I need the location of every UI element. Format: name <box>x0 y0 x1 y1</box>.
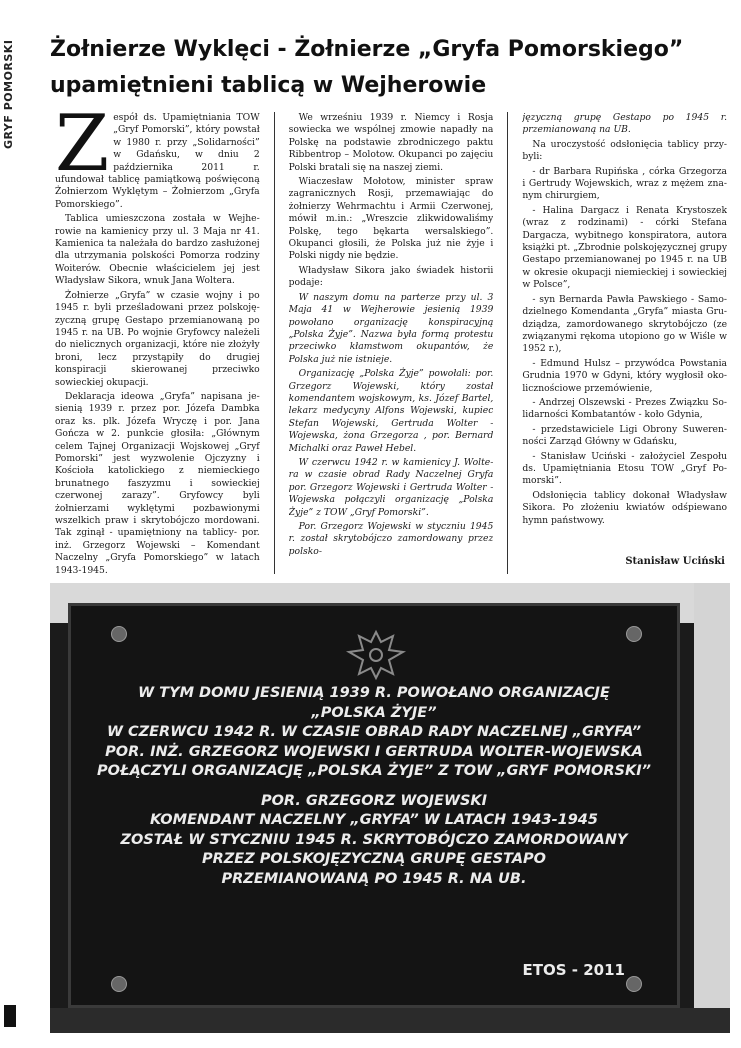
plaque-inscription <box>71 684 677 889</box>
paragraph: - przedstawiciele Ligi Obrony Suwerenności Zarząd Główny w Gdańsku, <box>522 423 728 448</box>
paragraph: - syn Bernarda Pawła Pawskiego - Samodzielnego Komendanta „Gryfa” miasta Grudziądza, zamordowanego skrytobójczo (ze związanymi rękoma utopiono go w Wiśle w 1952 r.), <box>522 293 728 355</box>
paragraph: Deklaracja ideowa „Gryfa” napisana jesienią 1939 r. przez por. Józefa Dambka oraz ks. plk. Józefa Wryczę i por. Jana Gończa w 2. punkcie głosiła: „Głównym celem Tajnej Organizacji Wojskowej „Gryf Pomorski” jest wyzwolenie Ojczyzny i Kościoła katolickiego z niemieckiego brunatnego faszyzmu i sowieckiej czerwonej zarazy”. Gryfowcy byli żołnierzami wyklętymi pozbawionymi wszelkich praw i skrytobójczo mordowani. Tak zginął - upamiętniony na tablicy- por. inż. Grzegorz Wojewski – Komendant Naczelny „Gryfa Pomorskiego” w latach 1943-1945. <box>55 390 260 574</box>
paragraph: Odsłonięcia tablicy dokonał Władysław Sikora. Po złożeniu kwiatów odśpiewano hymn państwowy. <box>522 489 728 526</box>
column-divider <box>507 112 508 574</box>
screw-icon <box>626 976 642 992</box>
article-title: Żołnierze Wyklęci - Żołnierze „Gryfa Pomorskiego” upamiętnieni tablicą w Wejherowie <box>50 37 684 98</box>
paragraph: - Edmund Hulsz – przywódca Powstania Grudnia 1970 w Gdyni, który wygłosił okolicznościowe przemówienie, <box>522 357 728 394</box>
plaque-line: „POLSKA ŻYJE” <box>311 704 437 721</box>
screw-icon <box>626 626 642 642</box>
paragraph: Żołnierze „Gryfa” w czasie wojny i po 1945 r. byli prześladowani przez polskojęzyczną grupę Gestapo przemianowaną po 1945 r. na UB. Po wojnie Gryfowcy należeli do nielicznych organizacji, które nie złożyły broni, lecz przystąpiły do drugiej konspiracji skierowanej przeciwko sowieckiej okupacji. <box>55 289 260 388</box>
paragraph: We wrześniu 1939 r. Niemcy i Rosja sowiecka we wspólnej zmowie napadły na Polskę na podstawie zbrodniczego paktu Ribbentrop – Molotow. Okupanci po zajęciu Polski bratali się na naszej ziemi. <box>288 112 494 173</box>
paragraph: Organizację „Polska Żyje” powołali: por. Grzegorz Wojewski, który został komendantem wojskowym, ks. Józef Bartel, lekarz medycyny Alfons Wojewski, kupiec Stefan Wojewski, Gertruda Wolter - Wojewska, żona Grzegorza , por. Bernard Michalki oraz Paweł Hebel. <box>288 368 494 454</box>
paragraph: Wiaczesław Mołotow, minister spraw zagranicznych Rosji, przemawiając do żołnierzy Wehrmachtu i Armii Czerwonej, mówił m.in.: „Wreszcie zlikwidowaliśmy Polskę, tego bękarta wersalskiego”. Okupanci głosili, że Polska już nie żyje i Polski nigdy nie będzie. <box>288 176 494 262</box>
paragraph: - Halina Dargacz i Renata Krystoszek (wraz z rodzinami) - córki Stefana Dargacza, wybitnego konspiratora, autora książki pt. „Zbrodnie polskojęzycznej grupy Gestapo przemianowanej po 1945 r. na UB w okresie okupacji niemieckiej i sowieckiej w Polsce”, <box>522 204 728 291</box>
photo-ground-candles <box>50 1008 730 1033</box>
paragraph: - Andrzej Olszewski - Prezes Związku Solidarności Kombatantów - koło Gdynia, <box>522 396 728 421</box>
column-divider <box>274 112 275 574</box>
page-number <box>4 1005 16 1027</box>
article-column-3 <box>522 112 727 574</box>
plaque-line: PRZEZ POLSKOJĘZYCZNĄ GRUPĘ GESTAPO <box>201 851 546 867</box>
magazine-side-label: GRYF POMORSKI <box>2 40 15 150</box>
paragraph: Tablica umieszczona została w Wejherowie na kamienicy przy ul. 3 Maja nr 41. Kamienica ta należała do bardzo zasłużonej dla utrzymania polskości Pomorza rodziny Woiterów. Obecnie właścicielem jej jest Władysław Sikora, wnuk Jana Woltera. <box>55 213 260 287</box>
plaque-line: W TYM DOMU JESIENIĄ 1939 R. POWOŁANO ORGANIZACJĘ <box>138 685 610 701</box>
article-author: Stanisław Uciński <box>625 556 725 567</box>
paragraph: języczną grupę Gestapo po 1945 r. przemianowaną na UB. <box>522 112 728 136</box>
plaque-inscription-part-2 <box>71 792 677 890</box>
plaque-line: POŁĄCZYLI ORGANIZACJĘ „POLSKA ŻYJE” Z TOW „GRYF POMORSKI” <box>97 763 651 779</box>
dropcap: Z <box>55 112 110 189</box>
article-column-2 <box>289 112 494 574</box>
photo-wall-right <box>694 583 730 1033</box>
plaque-line: W CZERWCU 1942 R. W CZASIE OBRAD RADY NACZELNEJ „GRYFA” <box>106 724 642 740</box>
plaque-photo <box>50 583 730 1033</box>
plaque-signature: ETOS - 2011 <box>522 961 625 979</box>
screw-icon <box>111 976 127 992</box>
paragraph: - dr Barbara Rupińska , córka Grzegorza i Gertrudy Wojewskich, wraz z mężem znanym chirurgiem, <box>522 165 728 202</box>
plaque-line: KOMENDANT NACZELNY „GRYFA” W LATACH 1943-1945 <box>150 812 598 828</box>
paragraph: W naszym domu na parterze przy ul. 3 Maja 41 w Wejherowie jesienią 1939 powołano organizację konspiracyjną „Polska Żyje”. Nazwa była formą protestu przeciwko kłamstwom okupantów, że Polska już nie istnieje. <box>288 291 494 365</box>
article-columns <box>55 112 727 574</box>
screw-icon <box>111 626 127 642</box>
plaque-inscription-part-1 <box>71 684 677 782</box>
paragraph: Władysław Sikora jako świadek historii podaje: <box>288 264 494 289</box>
plaque-line: POR. GRZEGORZ WOJEWSKI <box>260 792 488 809</box>
paragraph: W czerwcu 1942 r. w kamienicy J. Woltera w czasie obrad Rady Naczelnej Gryfa por. Grzegorz Wojewski i Gertruda Wolter - Wojewska połączyli organizację „Polska Żyje” z TOW „Gryf Pomorski”. <box>288 456 494 518</box>
plaque-line: ZOSTAŁ W STYCZNIU 1945 R. SKRYTOBÓJCZO ZAMORDOWANY <box>120 831 628 848</box>
article-column-1 <box>55 112 260 574</box>
paragraph: Por. Grzegorz Wojewski w styczniu 1945 r. został skrytobójczo zamordowany przez polsko- <box>288 521 494 557</box>
plaque-line: POR. INŻ. GRZEGORZ WOJEWSKI I GERTRUDA WOLTER-WOJEWSKA <box>105 743 643 760</box>
paragraph: - Stanisław Uciński - założyciel Zespołu ds. Upamiętniania Etosu TOW „Gryf Pomorski”. <box>522 450 728 487</box>
eagle-emblem-icon <box>341 624 411 684</box>
paragraph: Na uroczystość odsłonięcia tablicy przybyli: <box>522 138 728 163</box>
plaque-line: PRZEMIANOWANĄ PO 1945 R. NA UB. <box>221 870 527 887</box>
memorial-plaque <box>68 603 680 1008</box>
paragraph: espół ds. Upamiętniania TOW „Gryf Pomorski”, który powstał w 1980 r. przy „Solidarności” w Gdańsku, w dniu 2 października 2011 r. ufundował tablicę pamiątkową poświęconą Żołnierzom Wyklętym – Żołnierzom „Gryfa Pomorskiego”. <box>55 112 260 210</box>
magazine-side-label-bottom <box>3 925 15 995</box>
